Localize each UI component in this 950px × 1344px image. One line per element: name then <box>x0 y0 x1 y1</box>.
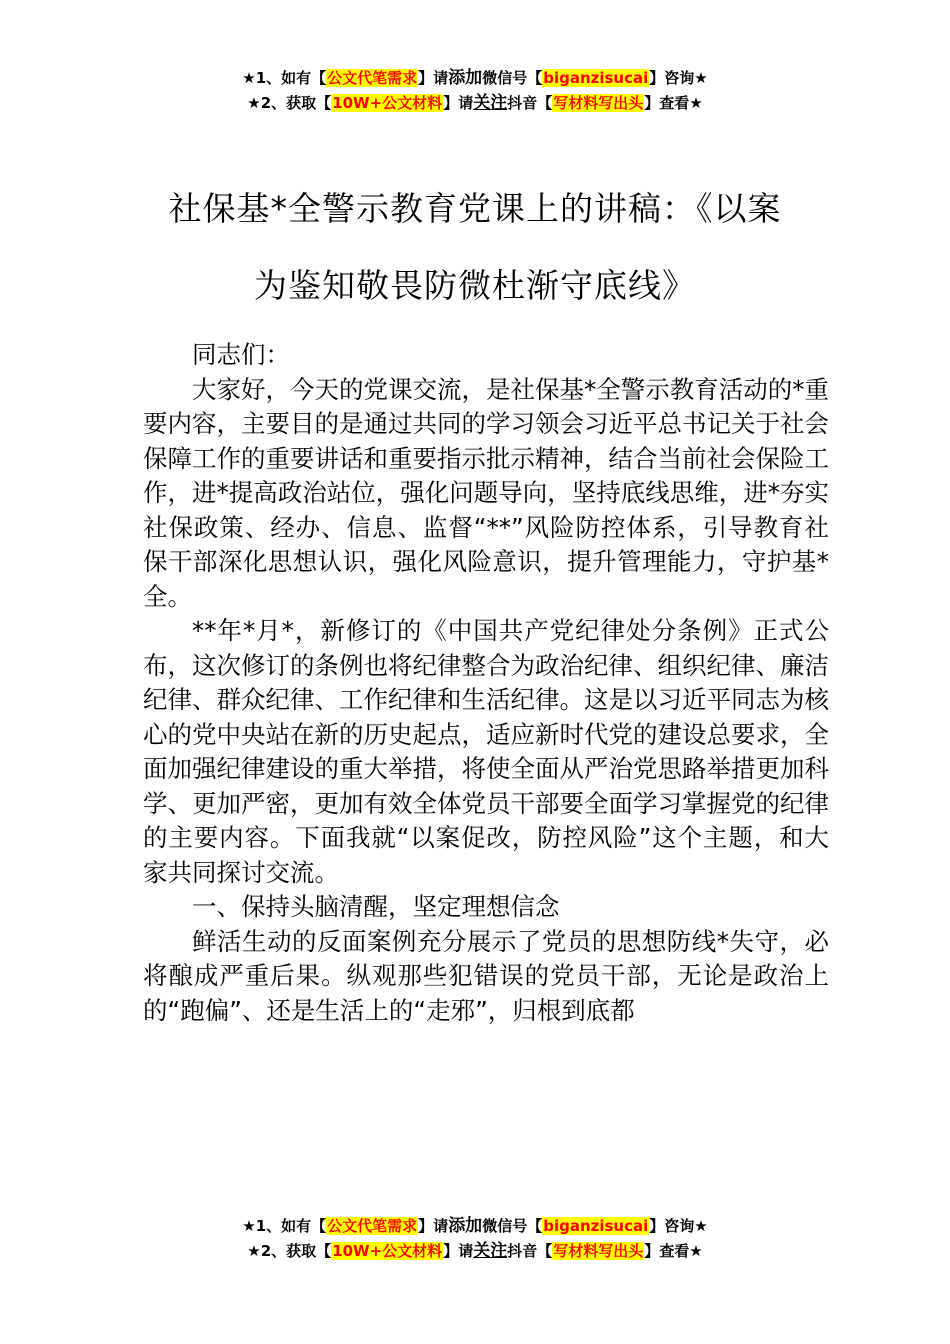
highlight-douyin: 写材料写出头 <box>553 1242 644 1260</box>
banner-emphasis: 关注 <box>473 93 508 113</box>
document-body <box>143 338 829 1028</box>
title-line-2: 为鉴知敬畏防微杜渐守底线》 <box>254 266 696 305</box>
banner-text: 】请 <box>418 69 449 87</box>
highlight-materials: 10W+公文材料 <box>332 1242 443 1260</box>
paragraph: **年*月*，新修订的《中国共产党纪律处分条例》正式公布，这次修订的条例也将纪律整合为政治纪律、组织纪律、廉洁纪律、群众纪律、工作纪律和生活纪律。这是以习近平同志为核心的党中央站在新的历史起点，适应新时代党的建设总要求，全面加强纪律建设的重大举措，将使全面从严治党思路举措更加科学、更加严密，更加有效全体党员干部要全面学习掌握党的纪律的主要内容。下面我就“以案促改，防控风险”这个主题，和大家共同探讨交流。 <box>143 616 829 887</box>
banner-text: 】查看★ <box>644 1242 703 1260</box>
paragraph: 鲜活生动的反面案例充分展示了党员的思想防线*失守，必将酿成严重后果。纵观那些犯错误的党员干部，无论是政治上的“跑偏”、还是生活上的“走邪”，归根到底都 <box>143 926 829 1025</box>
banner-text: 】请 <box>443 94 474 112</box>
highlight-douyin: 写材料写出头 <box>553 94 644 112</box>
banner-text: 微信号【 <box>482 69 543 87</box>
banner-line-1 <box>0 1214 950 1239</box>
banner-emphasis: 添加 <box>448 68 483 88</box>
banner-text: 】查看★ <box>644 94 703 112</box>
highlight-service: 公文代笔需求 <box>327 69 418 87</box>
banner-emphasis: 添加 <box>448 1216 483 1236</box>
banner-text: ★2、获取【 <box>247 1242 332 1260</box>
banner-text: ★1、如有【 <box>242 69 327 87</box>
banner-text: 微信号【 <box>482 1217 543 1235</box>
section-heading: 一、保持头脑清醒，坚定理想信念 <box>192 892 560 921</box>
banner-line-2 <box>0 1239 950 1264</box>
banner-text: 抖音【 <box>507 94 553 112</box>
header-banner <box>0 66 950 116</box>
banner-text: 】请 <box>443 1242 474 1260</box>
highlight-materials: 10W+公文材料 <box>332 94 443 112</box>
document-title <box>100 170 850 324</box>
banner-emphasis: 关注 <box>473 1241 508 1261</box>
banner-line-1 <box>0 66 950 91</box>
banner-text: 抖音【 <box>507 1242 553 1260</box>
banner-line-2 <box>0 91 950 116</box>
title-line-1: 社保基*全警示教育党课上的讲稿：《以案 <box>168 189 782 228</box>
banner-text: ★2、获取【 <box>247 94 332 112</box>
footer-banner <box>0 1214 950 1264</box>
banner-text: 】咨询★ <box>649 69 708 87</box>
banner-text: 】请 <box>418 1217 449 1235</box>
highlight-wechat-id: biganzisucai <box>543 1217 649 1235</box>
paragraph: 大家好，今天的党课交流，是社保基*全警示教育活动的*重要内容，主要目的是通过共同的学习领会习近平总书记关于社会保障工作的重要讲话和重要指示批示精神，结合当前社会保险工作，进*提高政治站位，强化问题导向，坚持底线思维，进*夯实社保政策、经办、信息、监督“**”风险防控体系，引导教育社保干部深化思想认识，强化风险意识，提升管理能力，守护基*全。 <box>143 374 829 611</box>
highlight-wechat-id: biganzisucai <box>543 69 649 87</box>
highlight-service: 公文代笔需求 <box>327 1217 418 1235</box>
greeting: 同志们： <box>192 340 290 369</box>
banner-text: ★1、如有【 <box>242 1217 327 1235</box>
banner-text: 】咨询★ <box>649 1217 708 1235</box>
